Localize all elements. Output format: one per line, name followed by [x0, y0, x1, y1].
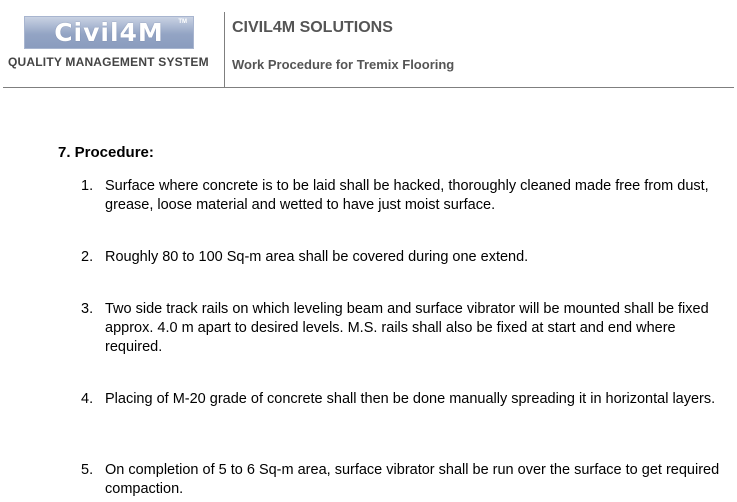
- item-number: 5.: [81, 462, 94, 478]
- company-name: CIVIL4M SOLUTIONS: [232, 19, 393, 36]
- system-label: QUALITY MANAGEMENT SYSTEM: [8, 55, 209, 69]
- item-text: Placing of M-20 grade of concrete shall then be done manually spreading it in horizontal layers.: [105, 391, 716, 407]
- list-item: [81, 177, 721, 215]
- list-item: [81, 300, 721, 357]
- trademark-mark: TM: [178, 19, 187, 25]
- list-item: [81, 248, 721, 267]
- item-number: 3.: [81, 301, 94, 317]
- item-number: 2.: [81, 249, 94, 265]
- item-text: Two side track rails on which leveling beam and surface vibrator will be mounted shall be fixed approx. 4.0 m apart to desired levels. M.S. rails shall also be fixed at start and end where required.: [105, 301, 709, 355]
- item-number: 1.: [81, 178, 94, 194]
- list-item: [81, 461, 721, 499]
- list-item: [81, 390, 721, 409]
- item-number: 4.: [81, 391, 94, 407]
- item-text: Surface where concrete is to be laid shall be hacked, thoroughly cleaned made free from dust, grease, loose material and wetted to have just moist surface.: [105, 178, 709, 213]
- item-text: Roughly 80 to 100 Sq-m area shall be covered during one extend.: [105, 249, 529, 265]
- section-heading: 7. Procedure:: [58, 144, 154, 161]
- logo-wordmark: Civil4M: [54, 18, 164, 47]
- document-title: Work Procedure for Tremix Flooring: [232, 57, 455, 72]
- item-text: On completion of 5 to 6 Sq-m area, surface vibrator shall be run over the surface to get required compaction.: [105, 462, 720, 497]
